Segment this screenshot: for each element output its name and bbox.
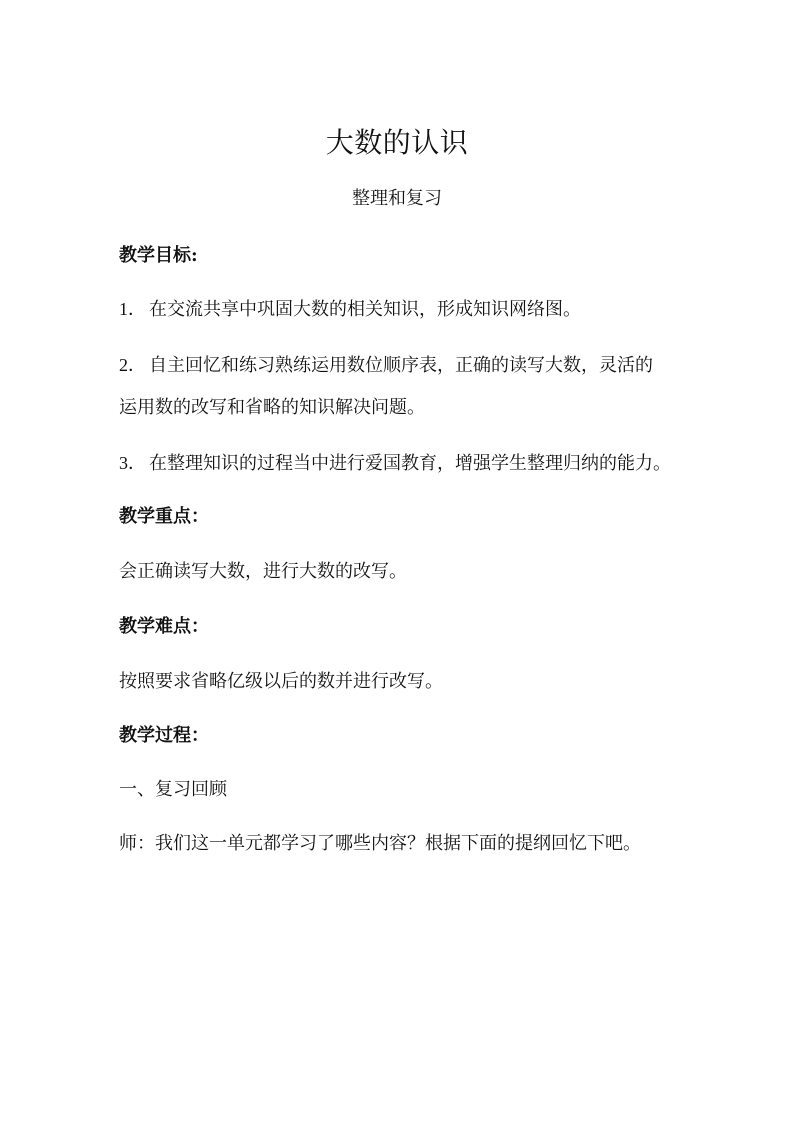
objectives-heading: 教学目标:: [119, 245, 198, 266]
objective-number: 1．: [119, 299, 146, 319]
key-point-heading: 教学重点：: [119, 506, 209, 527]
objective-text: 在整理知识的过程当中进行爱国教育，增强学生整理归纳的能力。: [149, 453, 671, 474]
objective-item-1: [119, 297, 689, 322]
objective-number: 3．: [119, 453, 146, 473]
objective-item-3: [119, 451, 689, 476]
process-heading: 教学过程：: [119, 725, 209, 746]
objective-item-2: [119, 353, 689, 378]
page-subtitle: 整理和复习: [352, 188, 442, 209]
difficulty-text: 按照要求省略亿级以后的数并进行改写。: [119, 671, 443, 692]
objective-number: 2．: [119, 355, 146, 375]
teacher-prompt: 师：我们这一单元都学习了哪些内容？根据下面的提纲回忆下吧。: [119, 833, 641, 854]
objective-item-2-continuation: 运用数的改写和省略的知识解决问题。: [119, 397, 425, 418]
objective-text: 自主回忆和练习熟练运用数位顺序表，正确的读写大数，灵活的: [149, 355, 653, 376]
difficulty-heading: 教学难点：: [119, 616, 209, 637]
section-one-heading: 一、复习回顾: [119, 779, 227, 800]
key-point-text: 会正确读写大数，进行大数的改写。: [119, 561, 407, 582]
objective-text: 在交流共享中巩固大数的相关知识，形成知识网络图。: [149, 299, 581, 320]
page-title: 大数的认识: [325, 126, 469, 159]
